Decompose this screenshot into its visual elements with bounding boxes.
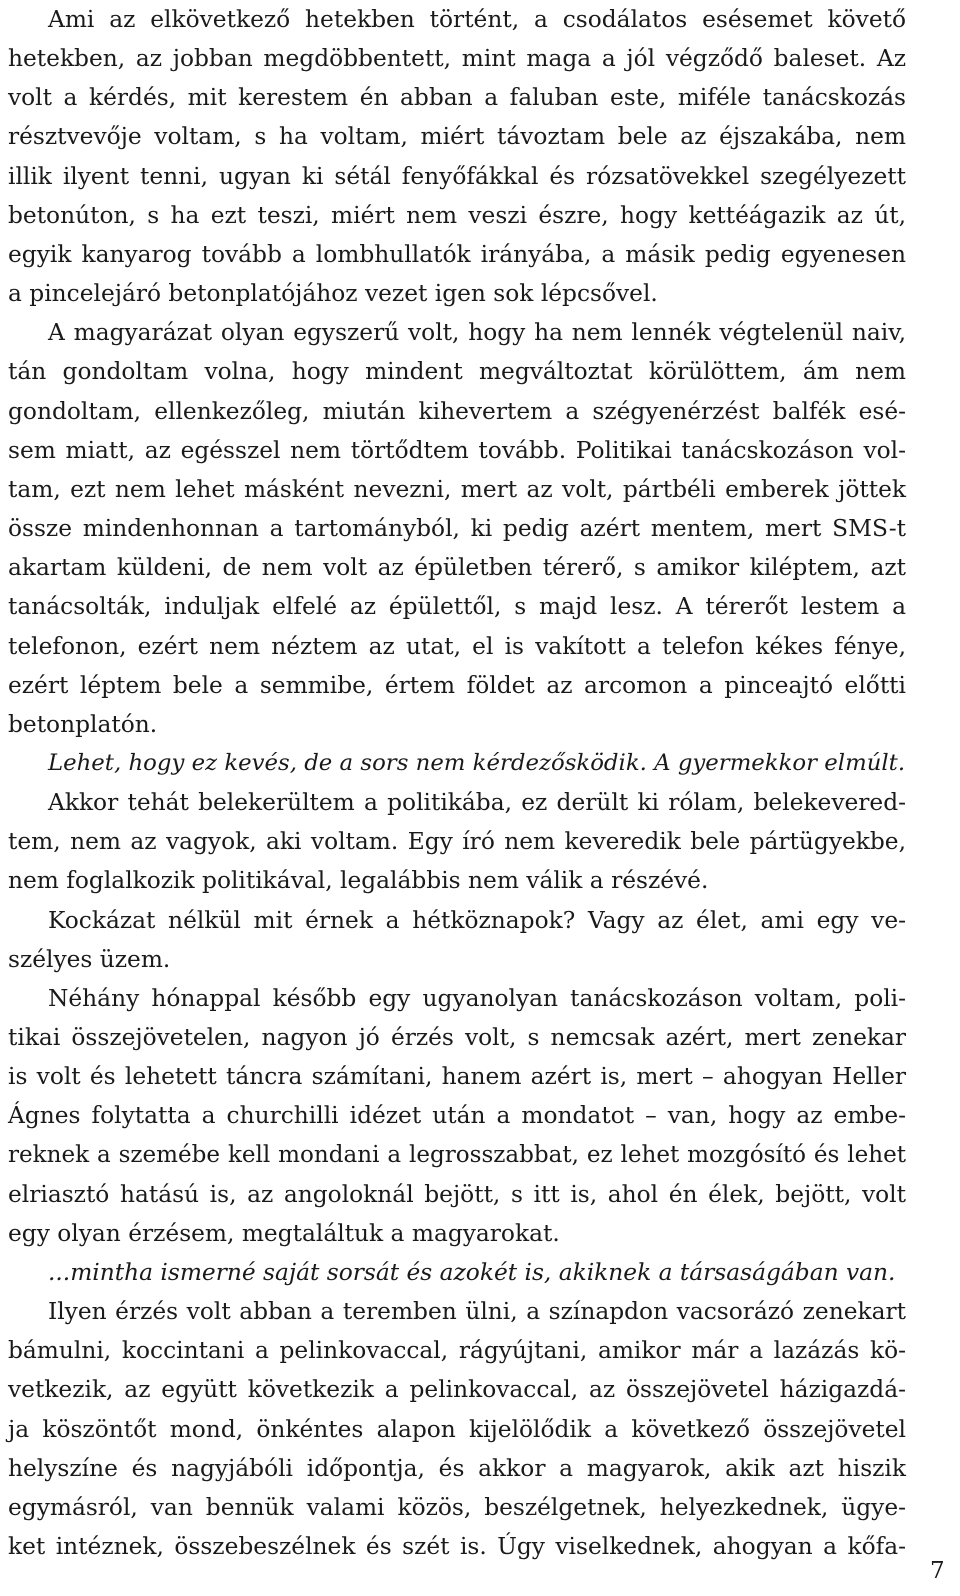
text-line: szélyes üzem. [8, 945, 171, 973]
text-line: tikai összejövetelen, nagyon jó érzés volt, s nemcsak azért, mert zenekar [8, 1024, 906, 1052]
page-number: 7 [930, 1558, 945, 1584]
text-line: elriasztó hatású is, az angoloknál bejött, s itt is, ahol én élek, bejött, volt [8, 1180, 906, 1208]
text-line: Néhány hónappal később egy ugyanolyan tanácskozáson voltam, poli- [48, 984, 906, 1012]
quote-line: ...mintha ismerné saját sorsát és azokét is, akiknek a társaságában van. [48, 1259, 896, 1286]
text-line: ket intéznek, összebeszélnek és szét is. Úgy viselkednek, ahogyan a kőfa- [8, 1533, 906, 1561]
text-line: tem, nem az vagyok, aki voltam. Egy író nem keveredik bele pártügyekbe, [8, 828, 906, 856]
text-line: Kockázat nélkül mit érnek a hétköznapok? Vagy az élet, ami egy ve- [48, 906, 906, 934]
text-line: tam, ezt nem lehet másként nevezni, mert az volt, pártbéli emberek jöttek [8, 475, 906, 503]
text-line: reknek a szemébe kell mondani a legrosszabbat, ez lehet mozgósító és lehet [8, 1141, 906, 1168]
text-line: hetekben, az jobban megdöbbentett, mint maga a jól végződő baleset. Az [8, 45, 906, 73]
text-line: tanácsolták, induljak elfelé az épülettől, s majd lesz. A térerőt lestem a [8, 593, 906, 621]
text-line: tán gondoltam volna, hogy mindent megváltoztat körülöttem, ám nem [8, 358, 906, 386]
text-line: Ágnes folytatta a churchilli idézet után a mondatot – van, hogy az embe- [8, 1102, 906, 1130]
text-line: helyszíne és nagyjábóli időpontja, és akkor a magyarok, akik azt hiszik [8, 1454, 906, 1482]
text-line: is volt és lehetett táncra számítani, hanem azért is, mert – ahogyan Heller [8, 1063, 906, 1091]
quote-line: Lehet, hogy ez kevés, de a sors nem kérdezősködik. A gyermekkor elmúlt. [48, 749, 906, 776]
text-line: bámulni, koccintani a pelinkovaccal, rágyújtani, amikor már a lazázás kö- [8, 1337, 906, 1365]
text-line: A magyarázat olyan egyszerű volt, hogy ha nem lennék végtelenül naiv, [48, 319, 906, 347]
text-line: betonplatón. [8, 710, 158, 738]
text-line: ezért léptem bele a semmibe, értem földet az arcomon a pinceajtó előtti [8, 671, 906, 699]
text-line: résztvevője voltam, s ha voltam, miért távoztam bele az éjszakába, nem [8, 123, 906, 151]
text-line: egy olyan érzésem, megtaláltuk a magyarokat. [8, 1219, 560, 1247]
text-line: volt a kérdés, mit kerestem én abban a faluban este, miféle tanácskozás [8, 84, 906, 112]
text-line: egymásról, van bennük valami közös, beszélgetnek, helyezkednek, ügye- [8, 1493, 906, 1521]
text-line: Ami az elkövetkező hetekben történt, a csodálatos esésemet követő [48, 6, 906, 33]
text-line: nem foglalkozik politikával, legalábbis nem válik a részévé. [8, 867, 709, 895]
text-line: Akkor tehát belekerültem a politikába, ez derült ki rólam, belekevered- [48, 789, 906, 817]
text-line: egyik kanyarog tovább a lombhullatók irányába, a másik pedig egyenesen [8, 240, 906, 268]
text-line: össze mindenhonnan a tartományból, ki pedig azért mentem, mert SMS-t [8, 515, 906, 543]
text-line: akartam küldeni, de nem volt az épületben térerő, s amikor kiléptem, azt [8, 554, 906, 582]
text-line: vetkezik, az együtt következik a pelinkovaccal, az összejövetel házigazdá- [8, 1376, 906, 1404]
text-line: betonúton, s ha ezt teszi, miért nem veszi észre, hogy kettéágazik az út, [8, 201, 906, 229]
text-line: ja köszöntőt mond, önkéntes alapon kijelölődik a következő összejövetel [8, 1415, 906, 1443]
text-line: gondoltam, ellenkezőleg, miután kihevertem a szégyenérzést balfék esé- [8, 397, 906, 425]
text-line: telefonon, ezért nem néztem az utat, el is vakított a telefon kékes fénye, [8, 632, 906, 660]
text-line: a pincelejáró betonplatójához vezet igen sok lépcsővel. [8, 280, 658, 308]
page-body [8, 0, 906, 1566]
text-line: sem miatt, az egésszel nem törtődtem tovább. Politikai tanácskozáson vol- [8, 436, 906, 464]
text-line: illik ilyent tenni, ugyan ki sétál fenyőfákkal és rózsatövekkel szegélyezett [8, 162, 906, 190]
text-line: Ilyen érzés volt abban a teremben ülni, a színapdon vacsorázó zenekart [48, 1298, 906, 1326]
